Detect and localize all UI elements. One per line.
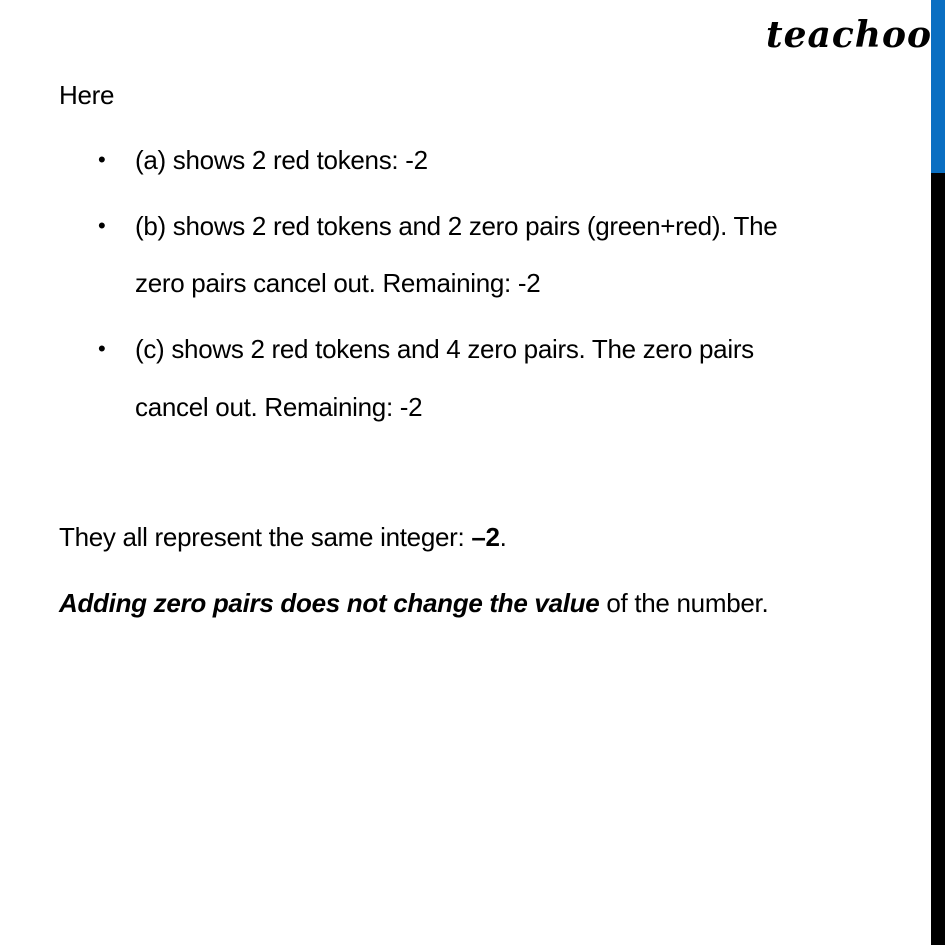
right-edge-bar [931,0,945,945]
bullet-icon: • [98,336,106,361]
bullet-a-line-1: (a) shows 2 red tokens: -2 [135,145,428,175]
right-edge-accent [931,0,945,173]
conclusion-suffix: . [499,522,507,552]
intro-text: Here [59,80,115,110]
bullet-icon: • [98,147,106,172]
conclusion-text [59,521,507,553]
note-text [59,587,768,619]
conclusion-value: –2 [471,522,500,552]
bullet-c-line-1: (c) shows 2 red tokens and 4 zero pairs. The zero pairs [135,334,754,364]
teachoo-logo: teachoo [766,14,932,56]
bullet-icon: • [98,213,106,238]
note-rest: of the number. [599,588,769,618]
conclusion-prefix: They all represent the same integer: [59,522,472,552]
bullet-b-line-2: zero pairs cancel out. Remaining: -2 [135,268,541,298]
note-emphasis: Adding zero pairs does not change the value [59,588,600,618]
bullet-b-line-1: (b) shows 2 red tokens and 2 zero pairs (green+red). The [135,211,778,241]
bullet-c-line-2: cancel out. Remaining: -2 [135,392,423,422]
